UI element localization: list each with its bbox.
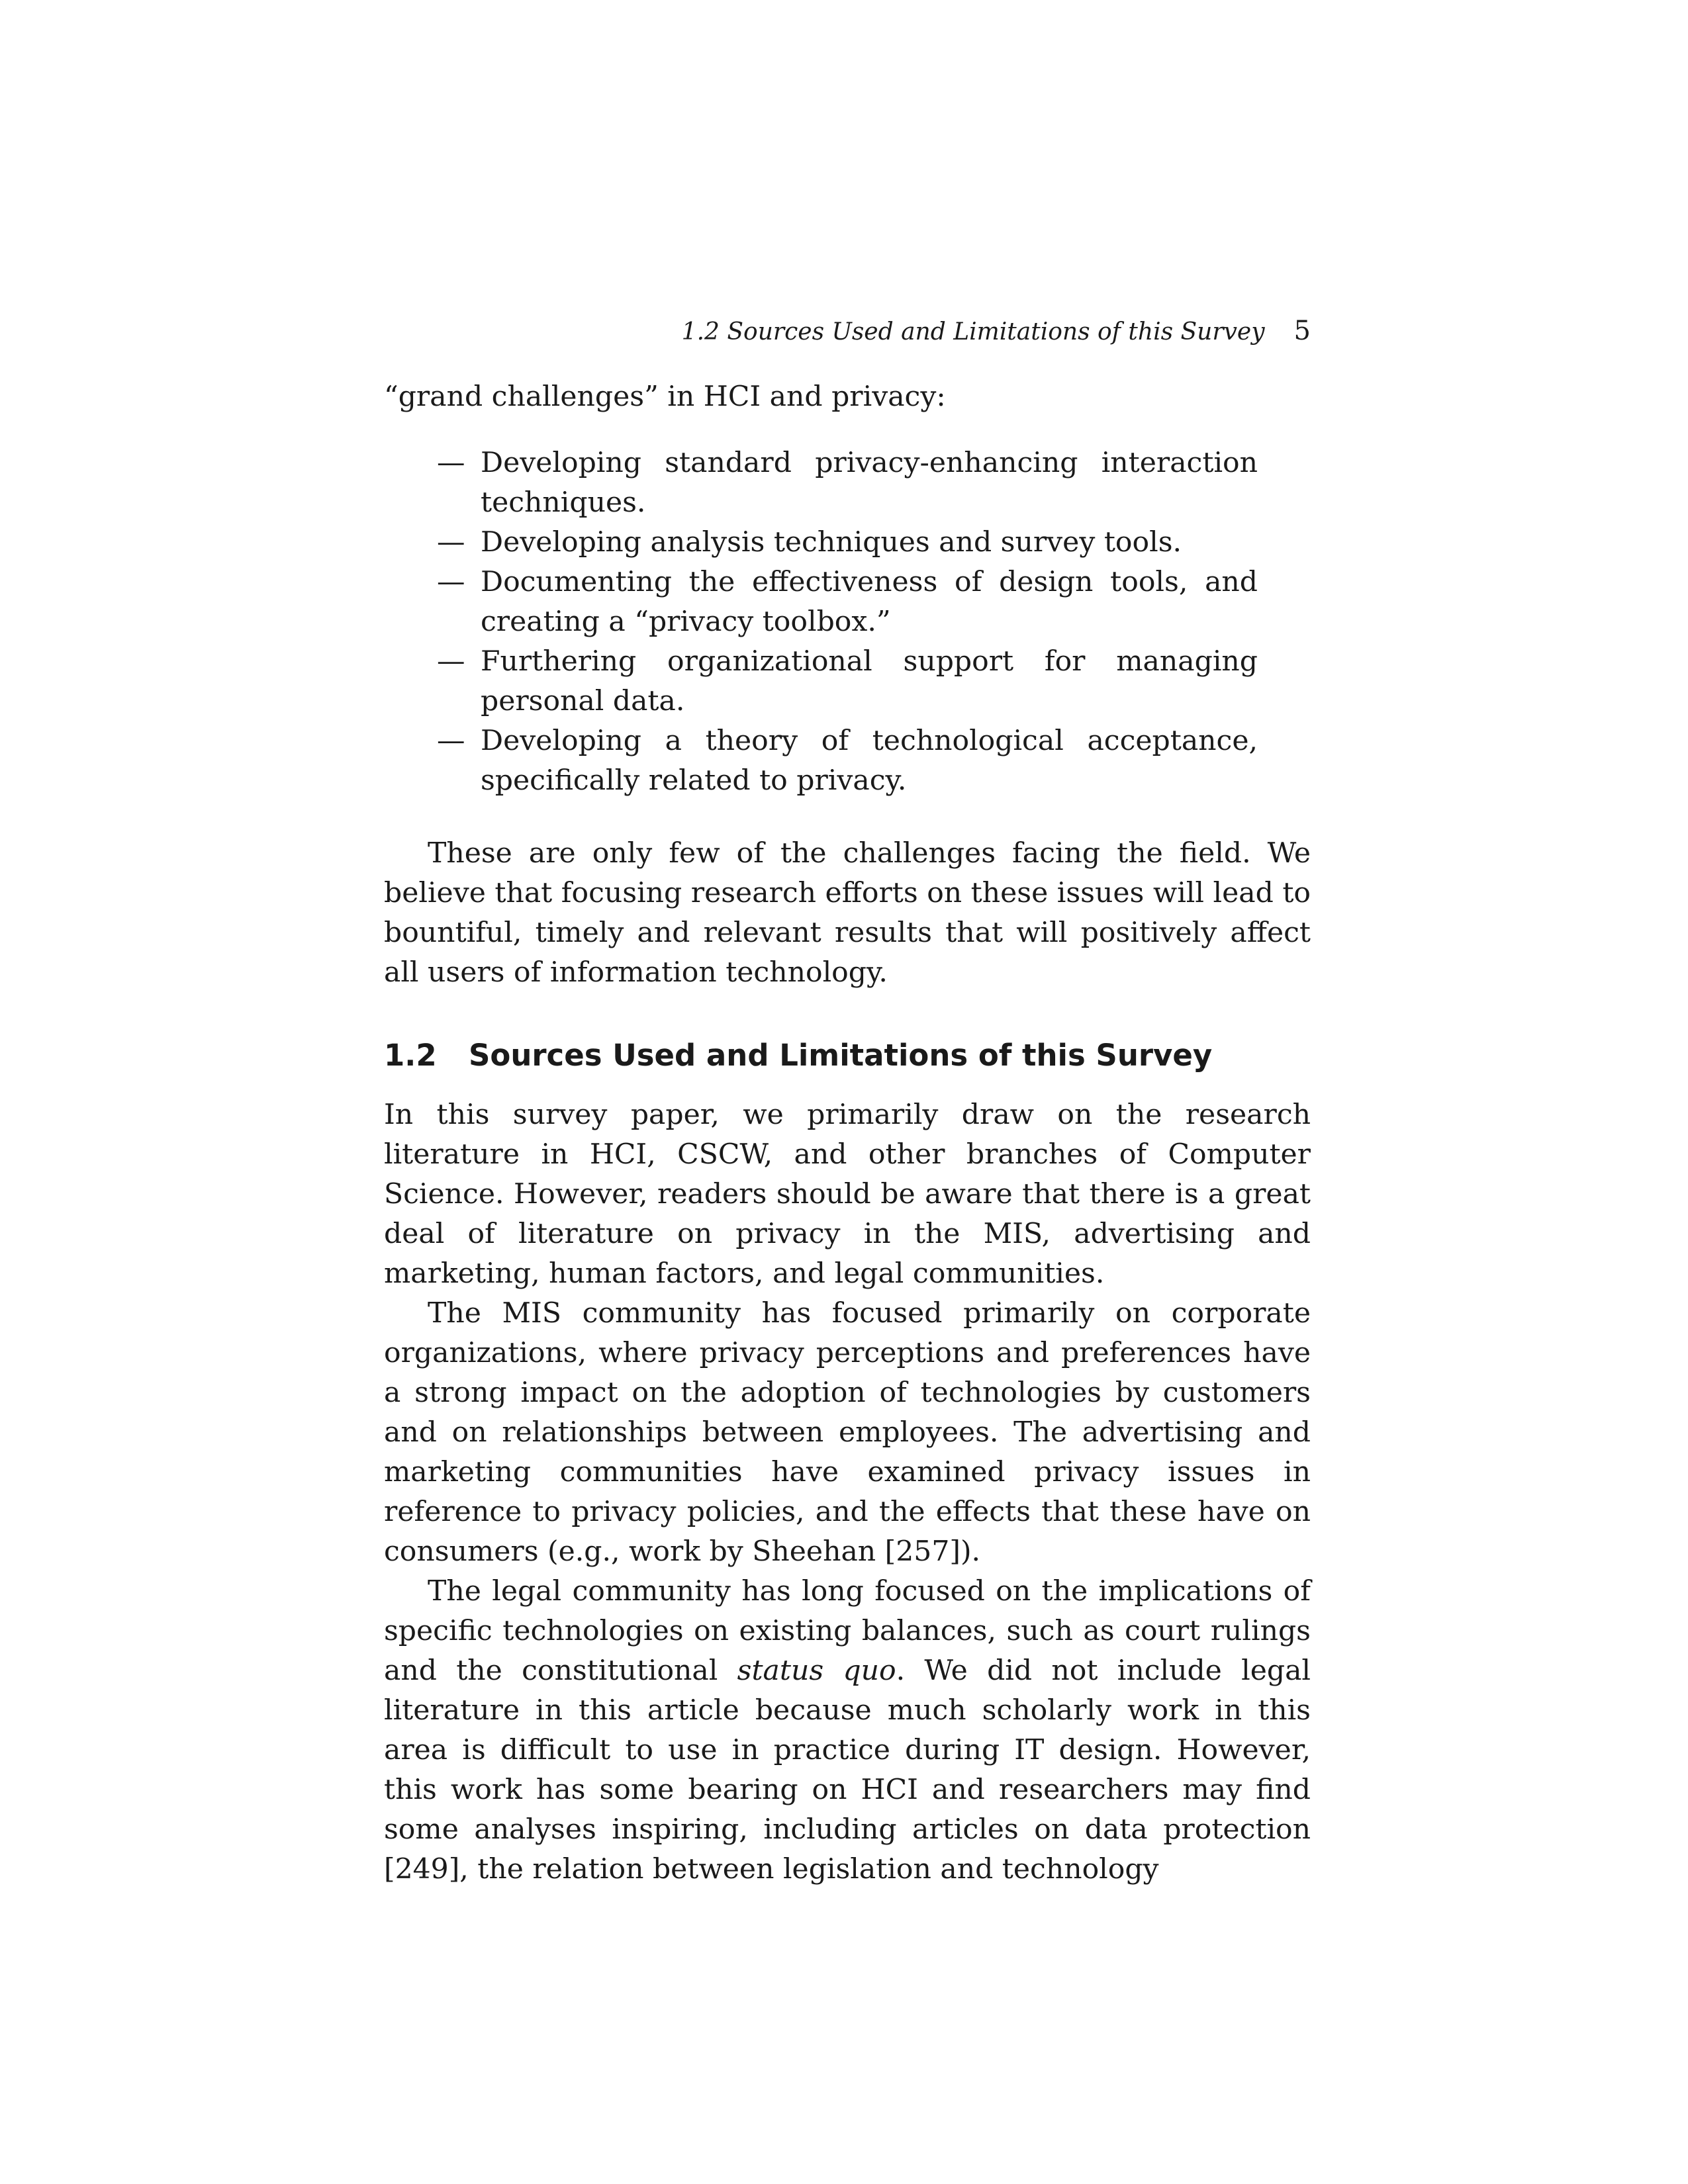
list-dash: —	[437, 566, 465, 598]
section-title: Sources Used and Limitations of this Survey	[469, 1038, 1213, 1073]
section-body	[384, 1095, 1311, 1889]
list-item	[437, 443, 1258, 523]
list-dash: —	[437, 447, 465, 479]
section-number: 1.2	[384, 1038, 437, 1073]
list-item	[437, 721, 1258, 801]
list-dash: —	[437, 526, 465, 559]
list-dash: —	[437, 645, 465, 678]
paragraph-text: . We did not include legal literature in this article because much scholarly work in this area is difficult to use in practice during IT design. However, this work has some bearing on HCI and researchers may find some analyses inspiring, including articles on data protection [249], the relation between legislation and technology	[384, 1655, 1311, 1886]
list-item	[437, 642, 1258, 721]
section-paragraph	[384, 1572, 1311, 1889]
challenge-list	[437, 443, 1258, 801]
section-paragraph: In this survey paper, we primarily draw on the research literature in HCI, CSCW, and other branches of Computer Science. However, readers should be aware that there is a great deal of literature on privacy in the MIS, advertising and marketing, human factors, and legal communities.	[384, 1099, 1311, 1290]
closing-paragraph: These are only few of the challenges facing the field. We believe that focusing research efforts on these issues will lead to bountiful, timely and relevant results that will positively affect all users of information technology.	[384, 837, 1311, 989]
list-item	[437, 563, 1258, 642]
emphasis-text: status quo	[737, 1655, 896, 1687]
section-paragraph: The MIS community has focused primarily on corporate organizations, where privacy perceptions and preferences have a strong impact on the adoption of technologies by customers and on relationships between employees. The advertising and marketing communities have examined privacy issues in reference to privacy policies, and the effects that these have on consumers (e.g., work by Sheehan [257]).	[384, 1297, 1311, 1568]
list-item-text: Developing standard privacy-enhancing interaction techniques.	[481, 447, 1258, 519]
list-item-text: Documenting the effectiveness of design tools, and creating a “privacy toolbox.”	[481, 566, 1258, 638]
running-head-title: 1.2 Sources Used and Limitations of this Survey	[681, 318, 1265, 345]
intro-line: “grand challenges” in HCI and privacy:	[384, 381, 946, 413]
running-head	[384, 311, 1311, 351]
page-number: 5	[1293, 316, 1311, 346]
paragraph-text: The legal community has long focused on the implications of specific technologies on existing balances, such as court rulings and the constitutional	[384, 1575, 1311, 1687]
section-heading	[384, 1032, 1311, 1079]
list-item-text: Developing a theory of technological acceptance, specifically related to privacy.	[481, 725, 1258, 797]
list-item-text: Furthering organizational support for managing personal data.	[481, 645, 1258, 717]
list-item	[437, 523, 1258, 563]
list-item-text: Developing analysis techniques and survey tools.	[481, 526, 1182, 559]
closing-paragraph-block	[384, 834, 1311, 993]
list-dash: —	[437, 725, 465, 757]
